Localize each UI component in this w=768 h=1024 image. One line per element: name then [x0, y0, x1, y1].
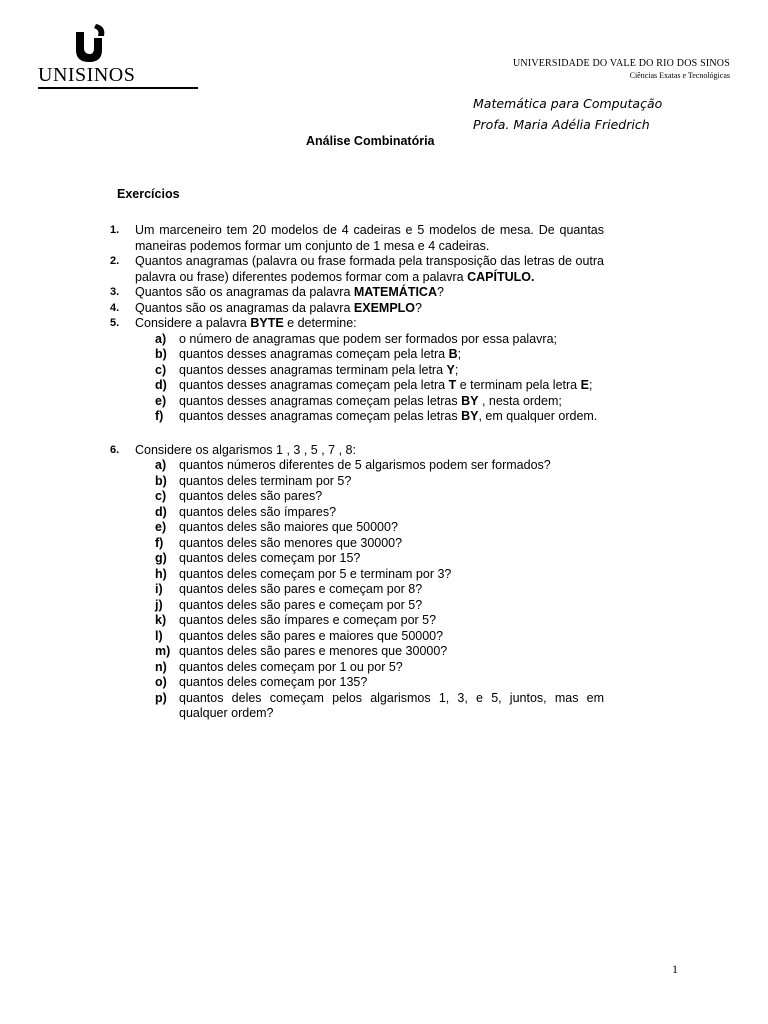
exercise-5 [110, 316, 604, 332]
subitem-text: quantos deles começam por 1 ou por 5? [179, 659, 403, 674]
subitem-letter: d) [155, 504, 167, 519]
exercise-list [110, 223, 604, 722]
logo-underline [38, 87, 198, 89]
section-title: Exercícios [117, 187, 180, 201]
exercise-6-subitem [155, 567, 604, 583]
exercise-3 [110, 285, 604, 301]
subitem-text: quantos deles são pares? [179, 489, 323, 503]
subitem-letter: k) [155, 613, 167, 627]
university-name: UNIVERSIDADE DO VALE DO RIO DOS SINOS [512, 58, 730, 69]
exercise-6-subitem [155, 613, 604, 629]
subitem-letter: n) [155, 659, 167, 674]
exercise-number: 5. [110, 317, 120, 329]
subitem-letter: a) [155, 458, 167, 472]
subitem-letter: j) [155, 597, 163, 612]
exercise-1 [110, 223, 604, 254]
subitem-letter: e) [155, 520, 167, 534]
subitem-text: quantos deles terminam por 5? [179, 473, 352, 488]
exercise-6-subitem [155, 660, 604, 676]
subitem-text: quantos deles são maiores que 50000? [179, 520, 398, 534]
exercise-6-subitem [155, 675, 604, 691]
document-title: Análise Combinatória [306, 134, 435, 148]
subitem-text: quantos deles começam pelos algarismos 1, 3, e 5, juntos, mas em qualquer ordem? [179, 690, 604, 720]
subitem-letter: g) [155, 551, 167, 565]
exercise-6-subitem [155, 582, 604, 598]
exercise-6-subitem [155, 489, 604, 505]
page-number: 1 [672, 962, 678, 976]
subitem-text: quantos deles são pares e começam por 5? [179, 597, 423, 612]
subitem-letter: c) [155, 489, 167, 503]
course-name: Matemática para Computação [473, 96, 663, 111]
subitem-text: quantos deles são ímpares e começam por 5? [179, 613, 437, 627]
exercise-text: Quantos são os anagramas da palavra MATEMÁTICA? [135, 285, 444, 299]
exercise-text: Quantos são os anagramas da palavra EXEMPLO? [135, 300, 422, 315]
exercise-6-subitems [110, 458, 604, 722]
subitem-text: quantos deles são pares e começam por 8? [179, 582, 423, 596]
exercise-6-subitem [155, 520, 604, 536]
exercise-5b: b) quantos desses anagramas começam pela letra B; [155, 347, 462, 361]
exercise-6-subitem [155, 474, 604, 490]
unisinos-logo-icon [72, 24, 112, 62]
university-header [513, 58, 730, 80]
exercise-4 [110, 301, 604, 317]
subitem-text: quantos deles são ímpares? [179, 504, 337, 519]
exercise-5e: e) quantos desses anagramas começam pelas letras BY , nesta ordem; [155, 393, 562, 408]
subitem-letter: p) [155, 690, 167, 705]
logo-text: UNISINOS [38, 64, 136, 86]
subitem-letter: l) [155, 628, 163, 643]
subitem-letter: f) [155, 535, 164, 550]
exercise-5c: c) quantos desses anagramas terminam pela letra Y; [155, 362, 459, 377]
subitem-text: quantos deles são pares e maiores que 50000? [179, 628, 444, 643]
exercise-6-subitem [155, 458, 604, 474]
exercise-text: Quantos anagramas (palavra ou frase formada pela transposição das letras de outra palavra ou frase) diferentes podemos formar com a palavra CAPÍTULO. [135, 254, 604, 284]
exercise-number: 3. [110, 286, 120, 298]
faculty-name: Ciências Exatas e Tecnológicas [629, 71, 730, 80]
subitem-text: quantos deles começam por 15? [179, 551, 361, 565]
professor-name: Profa. Maria Adélia Friedrich [473, 117, 650, 132]
exercise-text: Um marceneiro tem 20 modelos de 4 cadeiras e 5 modelos de mesa. De quantas maneiras podemos formar um conjunto de 1 mesa e 4 cadeiras. [135, 223, 604, 253]
exercise-text: Considere a palavra BYTE e determine: [135, 316, 357, 330]
subitem-text: quantos números diferentes de 5 algarismos podem ser formados? [179, 458, 551, 472]
exercise-5f: f) quantos desses anagramas começam pelas letras BY, em qualquer ordem. [155, 409, 598, 423]
course-info [473, 93, 662, 135]
exercise-number: 2. [110, 255, 120, 267]
exercise-number: 6. [110, 443, 120, 456]
exercise-6-subitem [155, 505, 604, 521]
subitem-letter: o) [155, 675, 167, 689]
exercise-6-subitem [155, 691, 604, 722]
exercise-text: Considere os algarismos 1 , 3 , 5 , 7 , 8: [135, 442, 356, 457]
exercise-5a: a) o número de anagramas que podem ser formados por essa palavra; [155, 331, 557, 346]
exercise-6-subitem [155, 629, 604, 645]
subitem-letter: i) [155, 582, 163, 596]
subitem-letter: h) [155, 566, 167, 581]
exercise-6-subitem [155, 536, 604, 552]
subitem-text: quantos deles são pares e menores que 30000? [179, 644, 448, 658]
exercise-5d: d) quantos desses anagramas começam pela letra T e terminam pela letra E; [155, 378, 593, 392]
subitem-letter: m) [155, 644, 171, 658]
exercise-6-subitem [155, 644, 604, 660]
exercise-2 [110, 254, 604, 285]
exercise-number: 4. [110, 301, 120, 314]
subitem-text: quantos deles começam por 5 e terminam por 3? [179, 566, 452, 581]
exercise-6-subitem [155, 551, 604, 567]
exercise-6-subitem [155, 598, 604, 614]
exercise-6 [110, 443, 604, 459]
subitem-text: quantos deles são menores que 30000? [179, 535, 403, 550]
subitem-text: quantos deles começam por 135? [179, 675, 368, 689]
exercise-number: 1. [110, 224, 120, 236]
subitem-letter: b) [155, 473, 167, 488]
